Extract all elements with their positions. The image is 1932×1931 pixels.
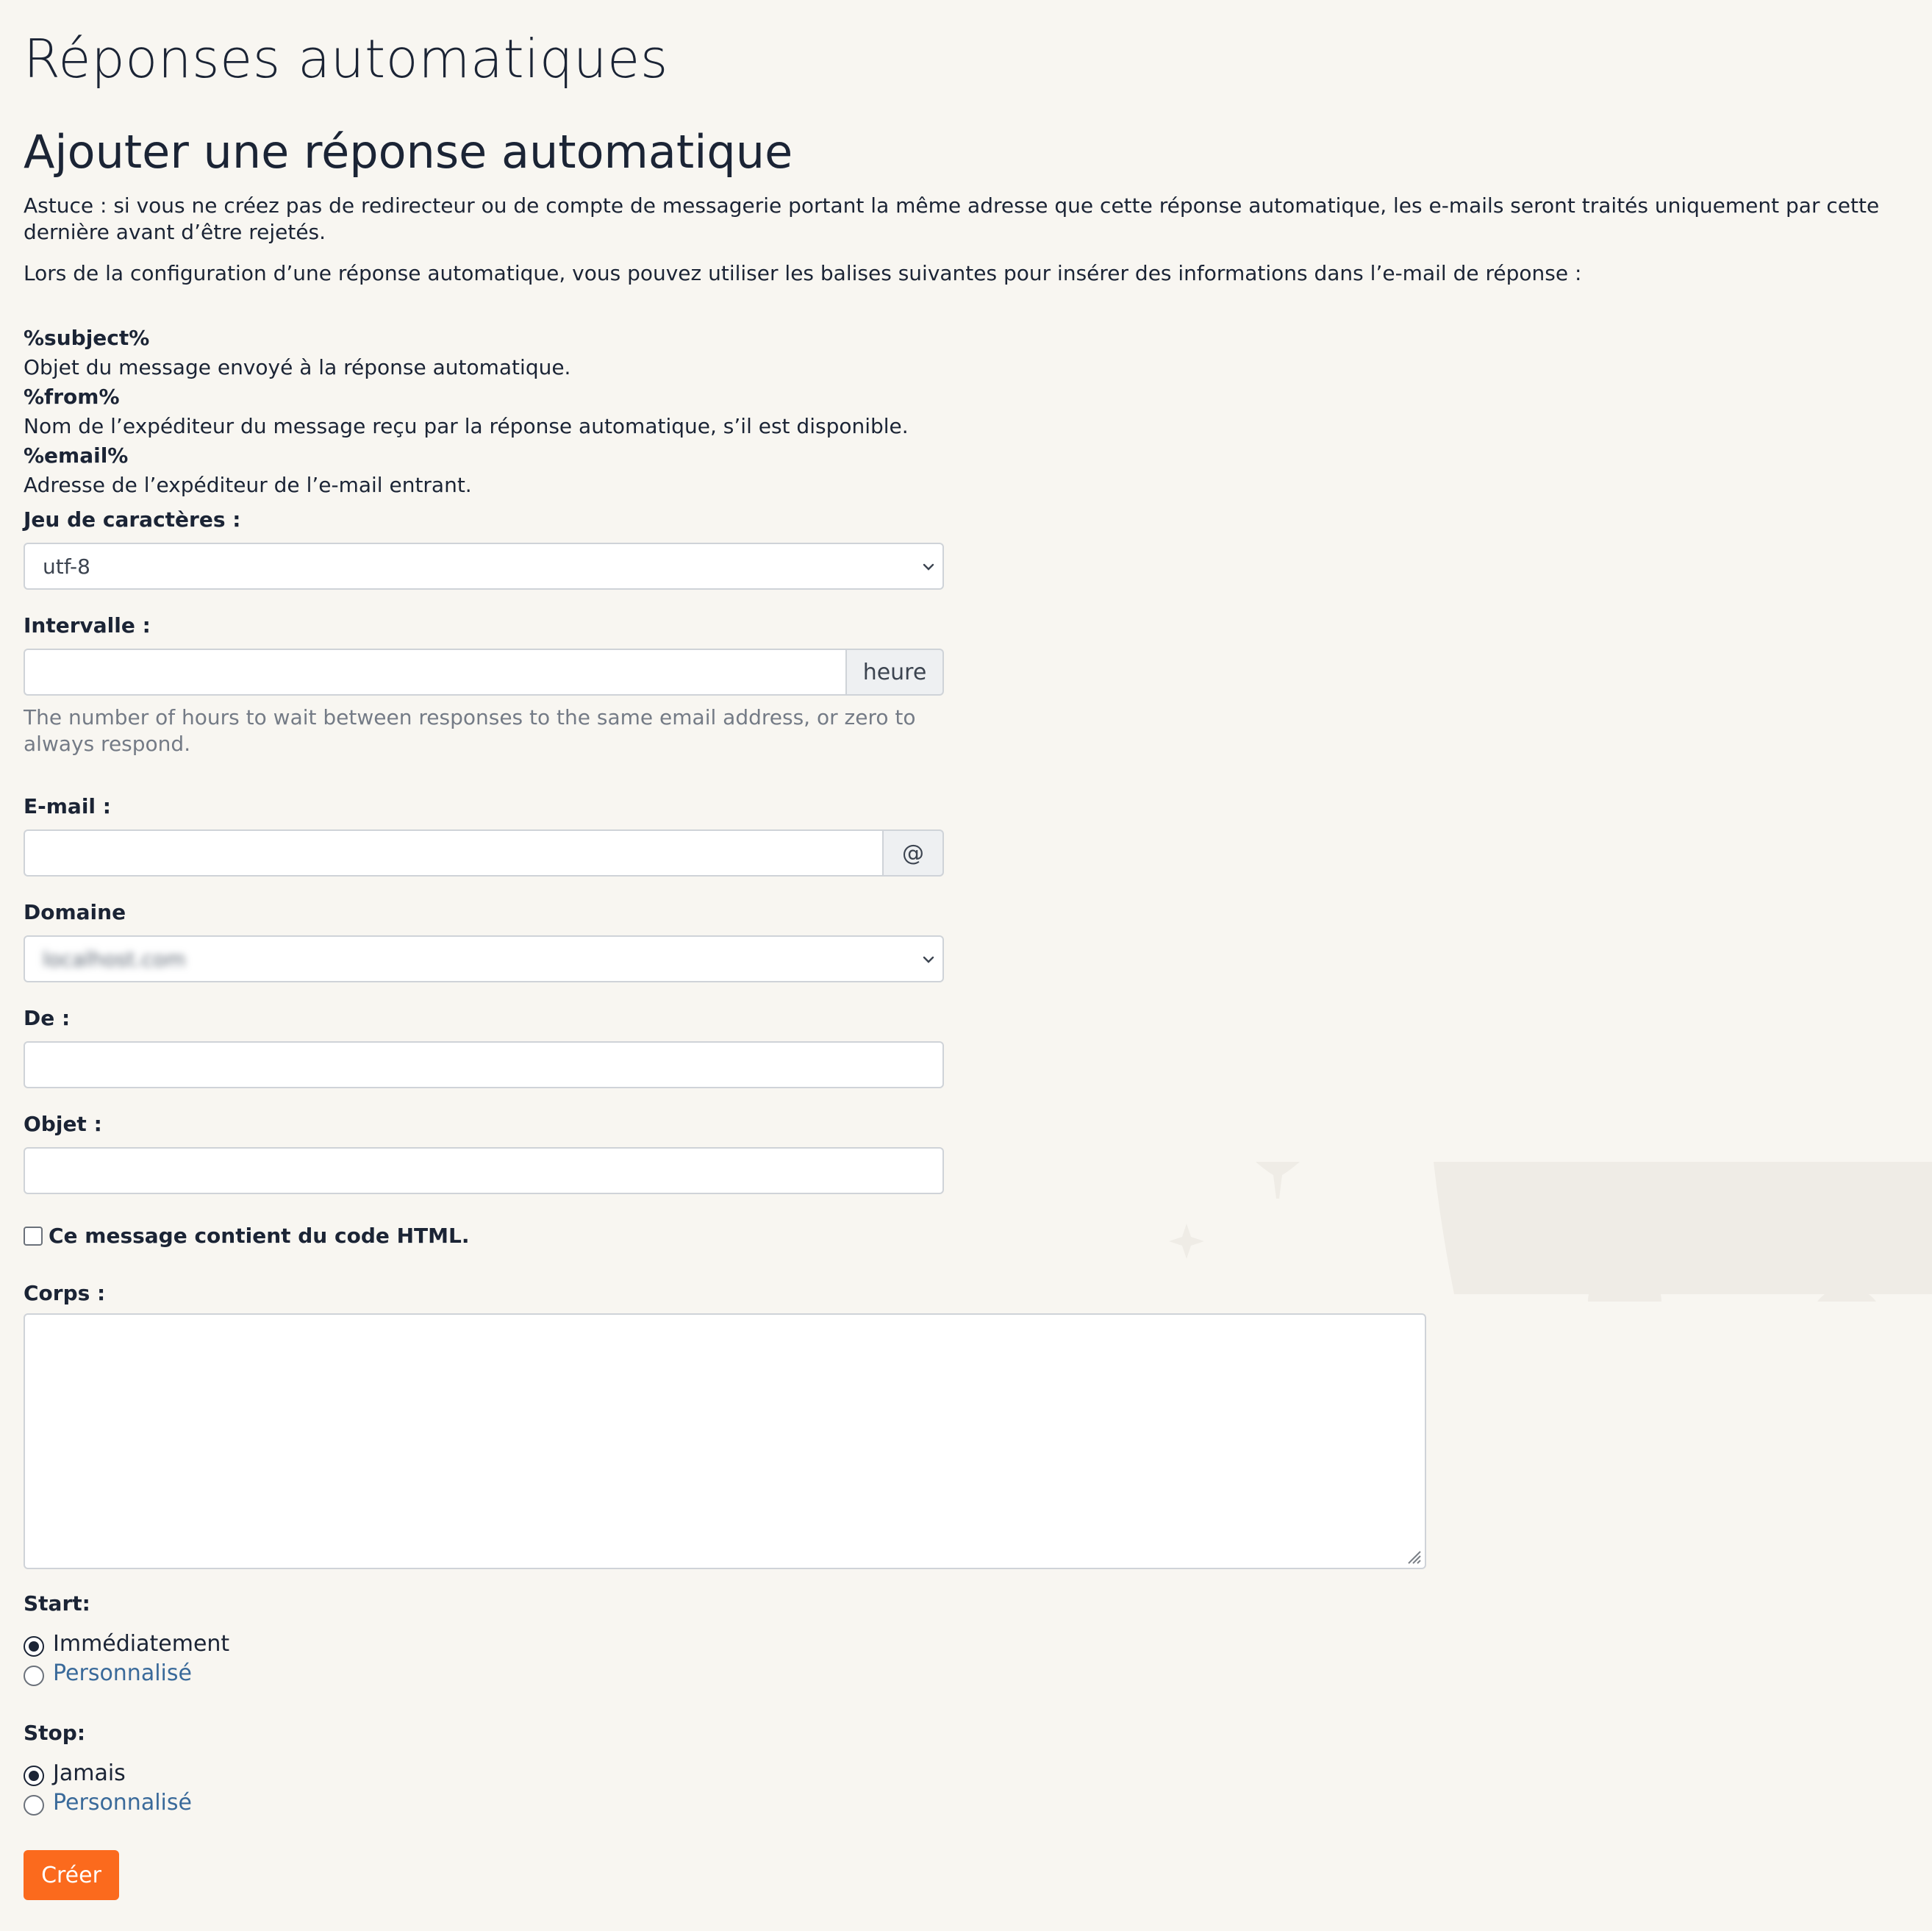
html-checkbox-row[interactable] xyxy=(24,1224,469,1248)
body-textarea[interactable] xyxy=(24,1313,1426,1569)
tag-description: Adresse de l’expéditeur de l’e-mail entrant. xyxy=(24,473,472,497)
charset-label: Jeu de caractères : xyxy=(24,507,241,532)
interval-label: Intervalle : xyxy=(24,613,151,638)
radio-label: Jamais xyxy=(53,1760,126,1786)
html-checkbox[interactable] xyxy=(24,1227,43,1246)
stop-option-never[interactable] xyxy=(24,1760,126,1786)
body-label: Corps : xyxy=(24,1281,106,1305)
resize-grip-icon[interactable] xyxy=(1404,1547,1422,1565)
chevron-down-icon xyxy=(919,557,938,577)
radio-button[interactable] xyxy=(24,1795,44,1816)
tag-name: %email% xyxy=(24,443,129,468)
radio-button[interactable] xyxy=(24,1666,44,1686)
radio-label: Immédiatement xyxy=(53,1631,230,1657)
domain-label: Domaine xyxy=(24,900,126,924)
radio-button[interactable] xyxy=(24,1636,44,1657)
interval-unit-addon: heure xyxy=(845,649,944,696)
domain-select[interactable] xyxy=(24,935,944,982)
section-title: Ajouter une réponse automatique xyxy=(24,125,793,179)
tag-name: %subject% xyxy=(24,326,150,350)
charset-value: utf-8 xyxy=(43,554,90,579)
config-intro-text: Lors de la configuration d’une réponse automatique, vous pouvez utiliser les balises suivantes pour insérer des informations dans l’e-mail de réponse : xyxy=(24,261,1582,285)
email-input-group xyxy=(24,829,944,877)
radio-label: Personnalisé xyxy=(53,1660,192,1686)
interval-input[interactable] xyxy=(24,649,847,696)
radio-button[interactable] xyxy=(24,1766,44,1786)
interval-input-group xyxy=(24,649,944,696)
charset-select[interactable] xyxy=(24,543,944,590)
start-option-immediate[interactable] xyxy=(24,1631,229,1657)
start-label: Start: xyxy=(24,1591,90,1616)
email-label: E-mail : xyxy=(24,794,111,818)
from-label: De : xyxy=(24,1006,71,1030)
subject-input[interactable] xyxy=(24,1147,944,1194)
stop-option-custom[interactable] xyxy=(24,1790,192,1816)
interval-hint: The number of hours to wait between responses to the same email address, or zero to always respond. xyxy=(24,705,916,756)
create-button[interactable]: Créer xyxy=(24,1850,119,1900)
html-checkbox-label: Ce message contient du code HTML. xyxy=(49,1224,470,1248)
from-input[interactable] xyxy=(24,1041,944,1088)
tag-list xyxy=(24,324,909,500)
subject-label: Objet : xyxy=(24,1112,102,1136)
page-title: Réponses automatiques xyxy=(24,28,668,90)
radio-label: Personnalisé xyxy=(53,1790,192,1816)
tip-text: Astuce : si vous ne créez pas de redirecteur ou de compte de messagerie portant la même adresse que cette réponse automatique, les e-mails seront traités uniquement par cette dernière avant d’être rejetés. xyxy=(24,193,1880,244)
domain-value: localhost.com xyxy=(43,947,186,971)
email-input[interactable] xyxy=(24,829,884,877)
tag-description: Nom de l’expéditeur du message reçu par la réponse automatique, s’il est disponible. xyxy=(24,414,909,438)
background-decoration xyxy=(1132,1154,1932,1302)
stop-label: Stop: xyxy=(24,1721,86,1745)
tag-name: %from% xyxy=(24,385,120,409)
at-sign-addon: @ xyxy=(882,829,944,877)
tag-description: Objet du message envoyé à la réponse automatique. xyxy=(24,355,571,379)
start-option-custom[interactable] xyxy=(24,1660,192,1686)
chevron-down-icon xyxy=(919,950,938,969)
